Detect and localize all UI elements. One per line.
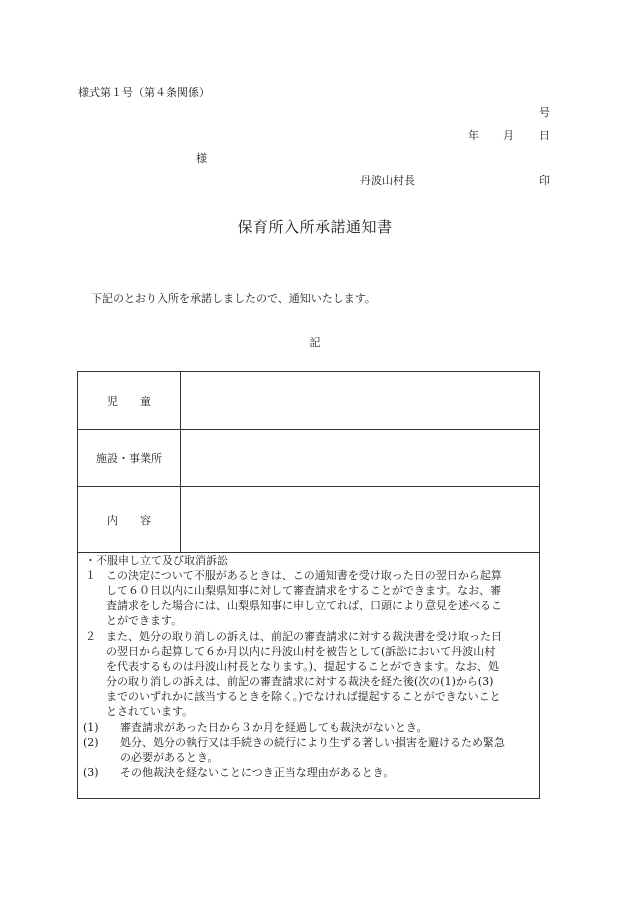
condition-2-line: 処分、処分の執行又は手続きの続行により生ずる著しい損害を避けるため緊急 [120,736,505,749]
form-number: 様式第１号（第４条関係） [78,86,210,99]
condition-2-line: の必要があるとき。 [120,751,219,764]
condition-2-number: (2) [83,736,99,749]
table-row-facility [78,430,539,487]
item2-line: また、処分の取り消しの訴えは、前記の審査請求に対する裁決書を受け取った日 [106,630,502,643]
condition-1-number: (1) [83,721,99,734]
detail-table [77,371,540,799]
condition-1-line: 審査請求があった日から３か月を経過しても裁決がないとき。 [120,721,428,734]
condition-3-number: (3) [83,766,99,779]
addressee-suffix: 様 [196,152,207,165]
date-month-label: 月 [503,129,514,142]
item1-number: １ [85,569,96,582]
facility-label: 施設・事業所 [78,430,181,486]
appeal-heading: ・不服申し立て及び取消訴訟 [85,554,228,567]
document-title: 保育所入所承諾通知書 [237,218,393,236]
item2-line: までのいずれかに該当するときを除く。)でなければ提起することができないこと [106,690,501,703]
issuer-name: 丹波山村長 [360,174,415,187]
content-label: 内 容 [78,487,181,552]
item1-line: して６０日以内に山梨県知事に対して審査請求をすることができます。なお、審 [106,584,502,597]
item2-line: の翌日から起算して６か月以内に丹波山村を被告として(訴訟において丹波山村 [106,645,496,658]
document-number-mark: 号 [539,106,550,119]
item2-number: ２ [85,630,96,643]
seal-mark: 印 [539,174,550,187]
item2-line: を代表するものは丹波山村長となります。)、提起することができます。なお、処 [106,660,500,673]
item2-line: とされています。 [106,705,194,718]
condition-3-line: その他裁決を経ないことにつき正当な理由があるとき。 [120,766,395,779]
date-day-label: 日 [539,129,550,142]
item1-line: とができます。 [106,614,183,627]
item1-line: 査請求をした場合には、山梨県知事に申し立てれば、口頭により意見を述べるこ [106,599,502,612]
child-label: 児 童 [78,372,181,429]
intro-sentence: 下記のとおり入所を承諾しましたので、通知いたします。 [91,292,376,305]
table-row-child [78,372,539,430]
table-row-content [78,487,539,553]
date-year-label: 年 [468,129,479,142]
item2-line: 分の取り消しの訴えは、前記の審査請求に対する裁決を経た後(次の(1)から(3) [106,675,494,688]
item1-line: この決定について不服があるときは、この通知書を受け取った日の翌日から起算 [106,569,502,582]
ki-label: 記 [309,336,321,349]
